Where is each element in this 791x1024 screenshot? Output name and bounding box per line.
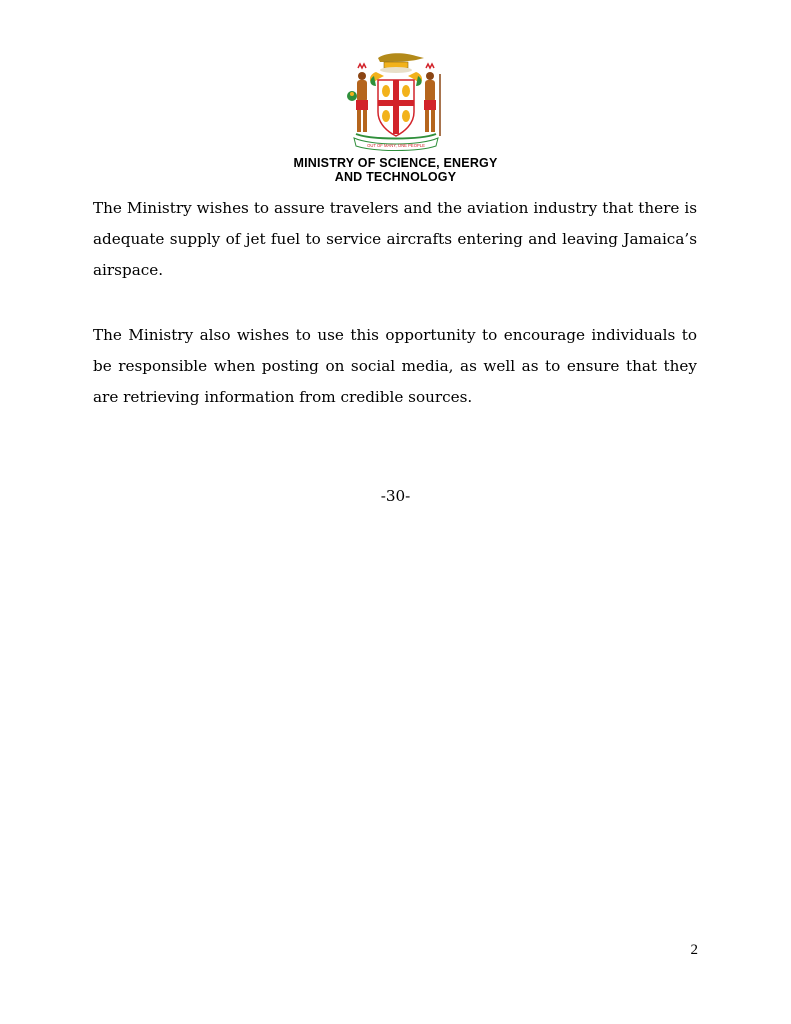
ministry-name-line-2: AND TECHNOLOGY xyxy=(334,170,457,184)
crocodile-crest xyxy=(378,53,424,73)
motto-text: OUT OF MANY, ONE PEOPLE xyxy=(367,143,425,148)
coat-of-arms-logo xyxy=(342,50,450,154)
right-supporter-figure xyxy=(424,64,440,136)
page-number: 2 xyxy=(690,942,698,958)
end-of-release-mark: -30- xyxy=(380,487,411,505)
left-supporter-figure xyxy=(347,64,368,132)
shield xyxy=(378,80,414,136)
body-paragraph-1: The Ministry wishes to assure travelers and the aviation industry that there is adequate supply of jet fuel to service aircrafts entering and leaving Jamaica’s airspace. xyxy=(93,199,697,279)
ministry-name-line-1: MINISTRY OF SCIENCE, ENERGY xyxy=(293,156,498,170)
body-paragraph-2: The Ministry also wishes to use this opportunity to encourage individuals to be responsible when posting on social media, as well as to ensure that they are retrieving information from credible sources. xyxy=(93,326,697,406)
